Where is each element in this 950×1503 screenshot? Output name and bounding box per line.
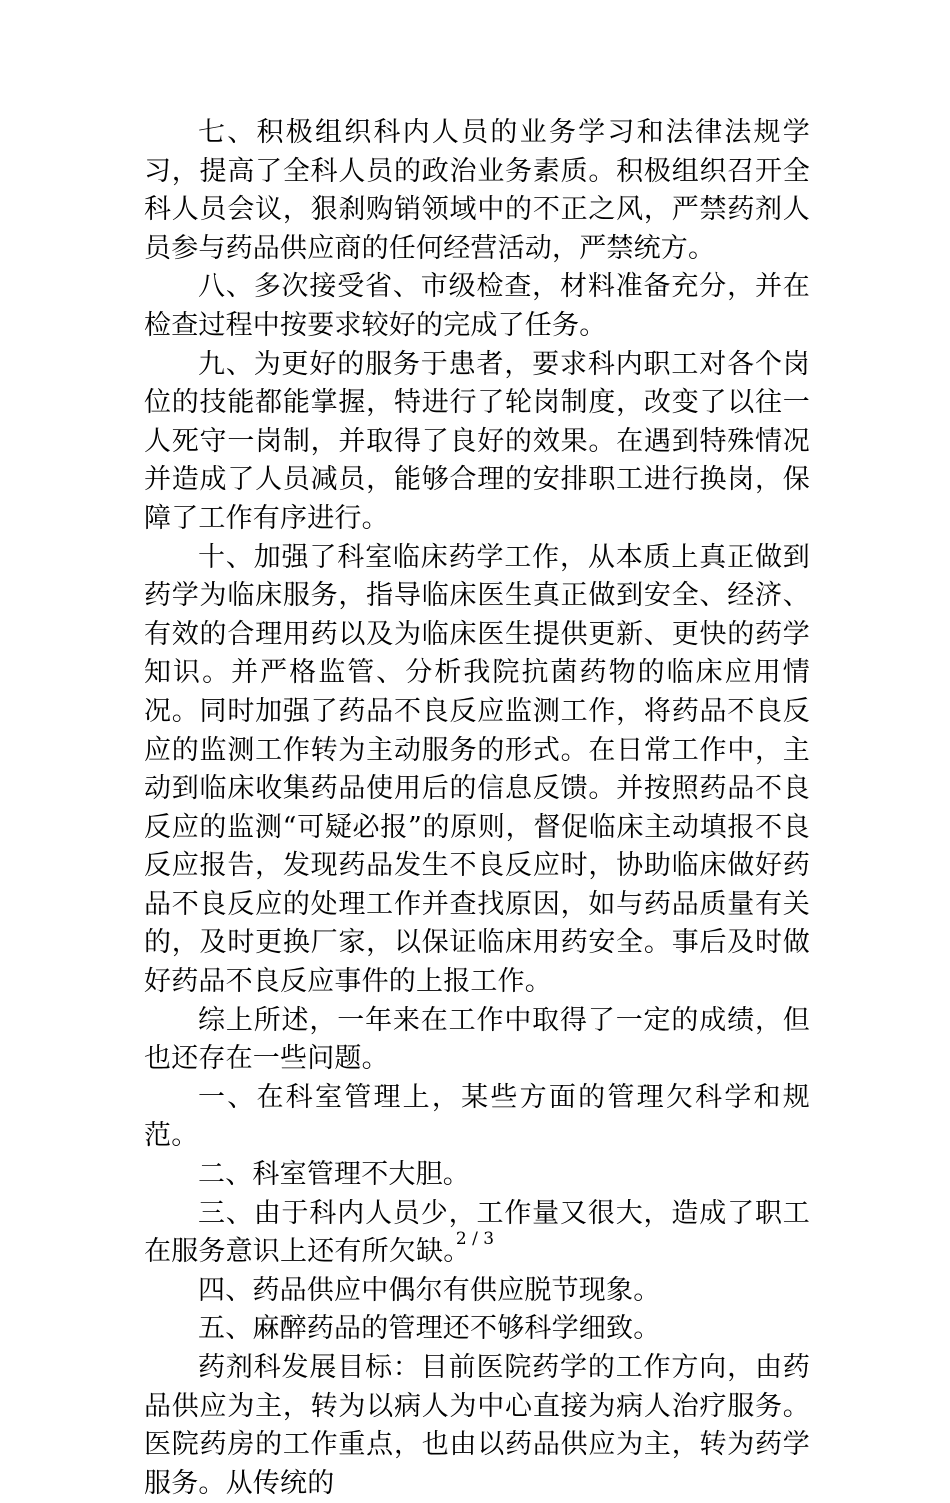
paragraph-goals: 药剂科发展目标：目前医院药学的工作方向，由药品供应为主，转为以病人为中心直接为病人治疗服务。医院药房的工作重点，也由以药品供应为主，转为药学服务。从传统的 <box>144 1352 810 1499</box>
paragraph-7: 七、积极组织科内人员的业务学习和法律法规学习，提高了全科人员的政治业务素质。积极组织召开全科人员会议，狠刹购销领域中的不正之风，严禁药剂人员参与药品供应商的任何经营活动，严禁统方。 <box>144 117 810 264</box>
paragraph-9: 九、为更好的服务于患者，要求科内职工对各个岗位的技能都能掌握，特进行了轮岗制度，改变了以往一人死守一岗制，并取得了良好的效果。在遇到特殊情况并造成了人员减员，能够合理的安排职工进行换岗，保障了工作有序进行。 <box>144 348 810 534</box>
paragraph-issue-2: 二、科室管理不大胆。 <box>198 1159 470 1191</box>
paragraph-issue-5: 五、麻醉药品的管理还不够科学细致。 <box>198 1313 661 1345</box>
paragraph-8: 八、多次接受省、市级检查，材料准备充分，并在检查过程中按要求较好的完成了任务。 <box>144 271 810 341</box>
paragraph-summary: 综上所述，一年来在工作中取得了一定的成绩，但也还存在一些问题。 <box>144 1004 810 1075</box>
document-body <box>144 114 810 1503</box>
page-number: 2 / 3 <box>455 1229 495 1249</box>
paragraph-issue-4: 四、药品供应中偶尔有供应脱节现象。 <box>198 1274 661 1306</box>
paragraph-10: 十、加强了科室临床药学工作，从本质上真正做到药学为临床服务，指导临床医生真正做到安全、经济、有效的合理用药以及为临床医生提供更新、更快的药学知识。并严格监管、分析我院抗菌药物的临床应用情况。同时加强了药品不良反应监测工作，将药品不良反应的监测工作转为主动服务的形式。在日常工作中，主动到临床收集药品使用后的信息反馈。并按照药品不良反应的监测“可疑必报”的原则，督促临床主动填报不良反应报告，发现药品发生不良反应时，协助临床做好药品不良反应的处理工作并查找原因，如与药品质量有关的，及时更换厂家，以保证临床用药安全。事后及时做好药品不良反应事件的上报工作。 <box>144 541 810 998</box>
paragraph-issue-3: 三、由于科内人员少，工作量又很大，造成了职工在服务意识上还有所欠缺。 <box>144 1197 810 1268</box>
paragraph-issue-1: 一、在科室管理上，某些方面的管理欠科学和规范。 <box>144 1081 810 1152</box>
